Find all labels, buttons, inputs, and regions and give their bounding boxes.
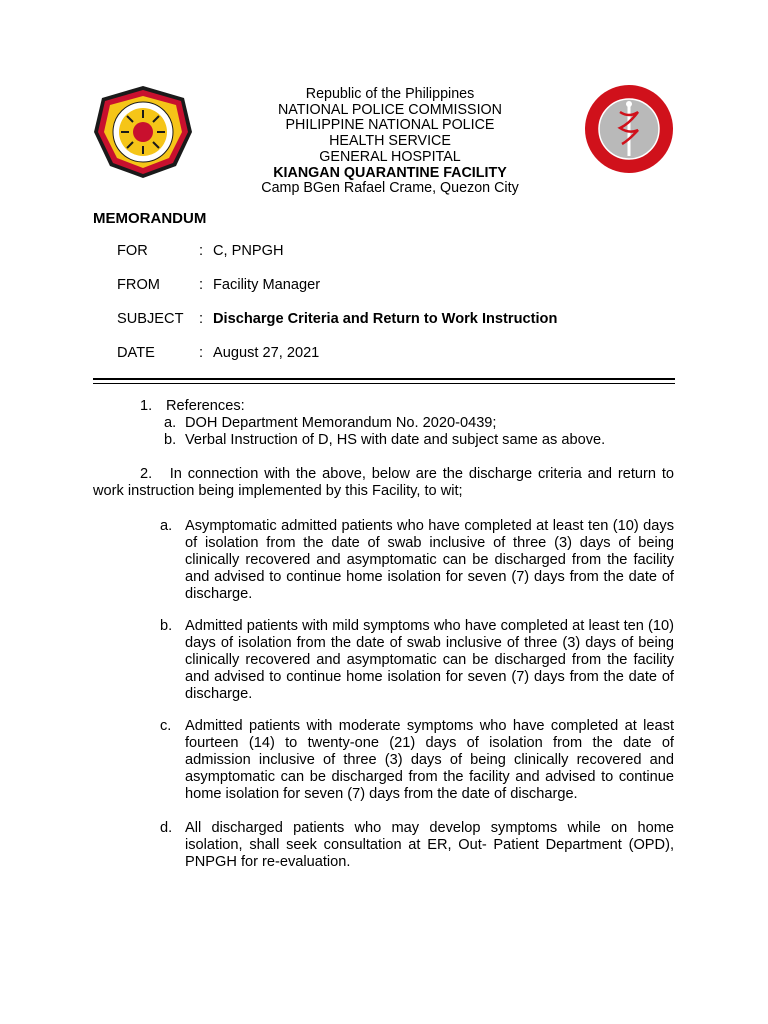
criteria-marker: b. bbox=[160, 618, 173, 634]
header-line-republic: Republic of the Philippines bbox=[305, 86, 475, 102]
criteria-text: Asymptomatic admitted patients who have completed at least ten (10) days of isolation from the date of swab inclusive of three (3) days of being clinically recovered and asymptomatic can be discharged from the facility and advised to continue home isolation for seven (7) days from the date of discharge. bbox=[185, 518, 674, 602]
criteria-text: All discharged patients who may develop symptoms while on home isolation, shall seek consultation at ER, Out- Patient Department (OPD), PNPGH for re-evaluation. bbox=[185, 820, 674, 870]
paragraph-1-text: References: bbox=[166, 398, 245, 414]
pnpgh-seal-icon bbox=[584, 84, 674, 174]
paragraph-1-marker: 1. bbox=[140, 398, 153, 414]
criteria-item-c bbox=[160, 718, 674, 803]
memo-colon: : bbox=[199, 345, 204, 361]
divider-rule bbox=[93, 378, 675, 380]
criteria-text: Admitted patients with mild symptoms who have completed at least ten (10) days of isolation from the date of swab inclusive of three (3) days of being clinically recovered and asymptomatic can be discharged from the facility and advised to continue home isolation for seven (7) days from the date of discharge. bbox=[185, 618, 674, 702]
criteria-text: Admitted patients with moderate symptoms who have completed at least fourteen (14) to twenty-one (21) days of isolation from the date of admission inclusive of three (3) days of being clinically recovered and asymptomatic can be discharged from the facility and advised to continue home isolation for seven (7) days from the date of discharge. bbox=[185, 718, 674, 802]
pnp-seal-logo bbox=[92, 84, 194, 180]
memo-date-label: DATE bbox=[117, 345, 155, 361]
divider-rule bbox=[93, 383, 675, 384]
paragraph-2 bbox=[93, 466, 674, 500]
reference-marker: b. bbox=[164, 432, 177, 448]
header-facility-name: KIANGAN QUARANTINE FACILITY bbox=[273, 164, 507, 181]
reference-item: DOH Department Memorandum No. 2020-0439; bbox=[185, 415, 497, 431]
letterhead bbox=[200, 87, 580, 197]
memo-date-value: August 27, 2021 bbox=[213, 345, 320, 361]
memo-subject-value: Discharge Criteria and Return to Work Instruction bbox=[213, 311, 558, 327]
pnpgh-seal-logo bbox=[584, 84, 674, 174]
header-line-napolcom: NATIONAL POLICE COMMISSION bbox=[277, 101, 503, 118]
reference-item: Verbal Instruction of D, HS with date and subject same as above. bbox=[185, 432, 606, 448]
criteria-marker: c. bbox=[160, 718, 172, 734]
memo-colon: : bbox=[199, 277, 204, 293]
header-line-pnp: PHILIPPINE NATIONAL POLICE bbox=[285, 117, 495, 134]
header-line-general-hospital: GENERAL HOSPITAL bbox=[319, 148, 461, 165]
memo-colon: : bbox=[199, 311, 204, 327]
criteria-marker: a. bbox=[160, 518, 173, 534]
memo-colon: : bbox=[199, 243, 204, 259]
header-line-health-service: HEALTH SERVICE bbox=[329, 133, 451, 150]
memo-from-label: FROM bbox=[117, 277, 160, 293]
criteria-marker: d. bbox=[160, 820, 173, 836]
criteria-item-b bbox=[160, 618, 674, 703]
memo-title: MEMORANDUM bbox=[93, 210, 207, 227]
header-address: Camp BGen Rafael Crame, Quezon City bbox=[261, 180, 519, 197]
criteria-item-d bbox=[160, 820, 674, 871]
memo-for-value: C, PNPGH bbox=[213, 243, 284, 259]
paragraph-2-marker: 2. bbox=[140, 466, 153, 482]
memo-subject-label: SUBJECT bbox=[117, 311, 184, 327]
memo-from-value: Facility Manager bbox=[213, 277, 321, 293]
criteria-item-a bbox=[160, 518, 674, 603]
reference-marker: a. bbox=[164, 415, 177, 431]
pnp-seal-icon bbox=[92, 84, 194, 180]
memo-for-label: FOR bbox=[117, 243, 148, 259]
paragraph-2-text: In connection with the above, below are the discharge criteria and return to work instruction being implemented by this Facility, to wit; bbox=[93, 466, 674, 499]
